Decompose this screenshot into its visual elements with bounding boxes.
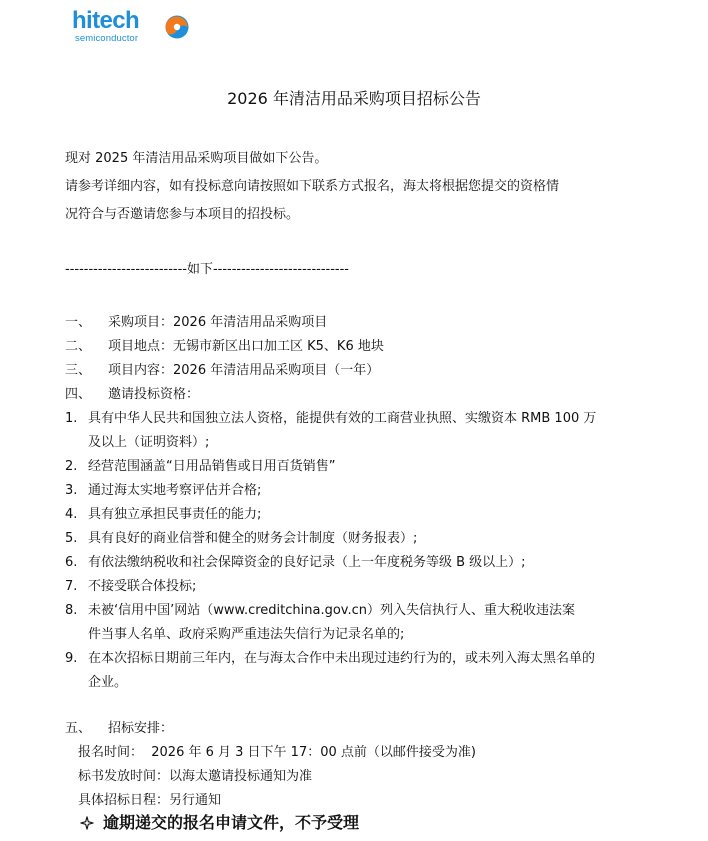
- qualification-2-line-1: 经营范围涵盖“日用品销售或日用百货销售”: [88, 459, 336, 474]
- section-marker-4: 四、: [65, 387, 92, 402]
- separator-line: --------------------------如下-----------------------------: [65, 262, 350, 277]
- logo-subtext: semiconductor: [75, 33, 139, 44]
- qualification-number-7: 7.: [65, 579, 78, 594]
- qualification-number-2: 2.: [65, 459, 78, 474]
- company-logo: [72, 7, 190, 48]
- qualification-number-6: 6.: [65, 555, 78, 570]
- page-title: 2026 年清洁用品采购项目招标公告: [227, 89, 481, 108]
- qualification-8-line-2: 件当事人名单、政府采购严重违法失信行为记录名单的;: [88, 627, 405, 642]
- notice-text: 逾期递交的报名申请文件，不予受理: [103, 813, 360, 832]
- tender-schedule: 具体招标日程：另行通知: [78, 793, 222, 808]
- section-5-heading: 招标安排：: [108, 721, 174, 736]
- qualification-9-line-1: 在本次招标日期前三年内，在与海太合作中未出现过违约行为的，或未列入海太黑名单的: [88, 651, 596, 666]
- qualification-6-line-1: 有依法缴纳税收和社会保障资金的良好记录（上一年度税务等级 B 级以上）;: [88, 555, 526, 570]
- section-text-2: 项目地点：无锡市新区出口加工区 K5、K6 地块: [108, 339, 384, 354]
- section-text-1: 采购项目：2026 年清洁用品采购项目: [108, 315, 328, 330]
- logo-swirl-icon: [164, 14, 190, 40]
- late-submission-notice: [80, 811, 359, 835]
- qualification-number-8: 8.: [65, 603, 78, 618]
- qualification-number-4: 4.: [65, 507, 78, 522]
- section-marker-2: 二、: [65, 339, 92, 354]
- qualification-number-5: 5.: [65, 531, 78, 546]
- intro-line-1: 现对 2025 年清洁用品采购项目做如下公告。: [65, 151, 328, 166]
- qualification-8-line-1: 未被‘信用中国’网站（www.creditchina.gov.cn）列入失信执行人、重大税收违法案: [88, 603, 576, 618]
- qualification-1-line-1: 具有中华人民共和国独立法人资格，能提供有效的工商营业执照、实缴资本 RMB 100 万: [88, 411, 597, 426]
- qualification-4-line-1: 具有独立承担民事责任的能力;: [88, 507, 262, 522]
- section-marker-3: 三、: [65, 363, 92, 378]
- qualification-number-3: 3.: [65, 483, 78, 498]
- qualification-7-line-1: 不接受联合体投标;: [88, 579, 197, 594]
- registration-time: 报名时间： 2026 年 6 月 3 日下午 17：00 点前（以邮件接受为准): [78, 745, 476, 760]
- four-point-star-icon: [80, 816, 94, 830]
- qualification-5-line-1: 具有良好的商业信誉和健全的财务会计制度（财务报表）;: [88, 531, 418, 546]
- section-marker-1: 一、: [65, 315, 92, 330]
- logo-wordmark: hitech: [72, 7, 140, 34]
- section-text-3: 项目内容：2026 年清洁用品采购项目（一年）: [108, 363, 380, 378]
- qualification-1-line-2: 及以上（证明资料）;: [88, 435, 210, 450]
- qualification-number-1: 1.: [65, 411, 78, 426]
- qualification-number-9: 9.: [65, 651, 78, 666]
- section-text-4: 邀请投标资格：: [108, 387, 200, 402]
- intro-line-3: 况符合与否邀请您参与本项目的招投标。: [65, 207, 300, 222]
- section-marker-5: 五、: [65, 721, 92, 736]
- tender-distribution-time: 标书发放时间：以海太邀请投标通知为准: [78, 769, 313, 784]
- qualification-9-line-2: 企业。: [88, 675, 128, 690]
- intro-line-2: 请参考详细内容，如有投标意向请按照如下联系方式报名，海太将根据您提交的资格情: [65, 179, 560, 194]
- qualification-3-line-1: 通过海太实地考察评估并合格;: [88, 483, 262, 498]
